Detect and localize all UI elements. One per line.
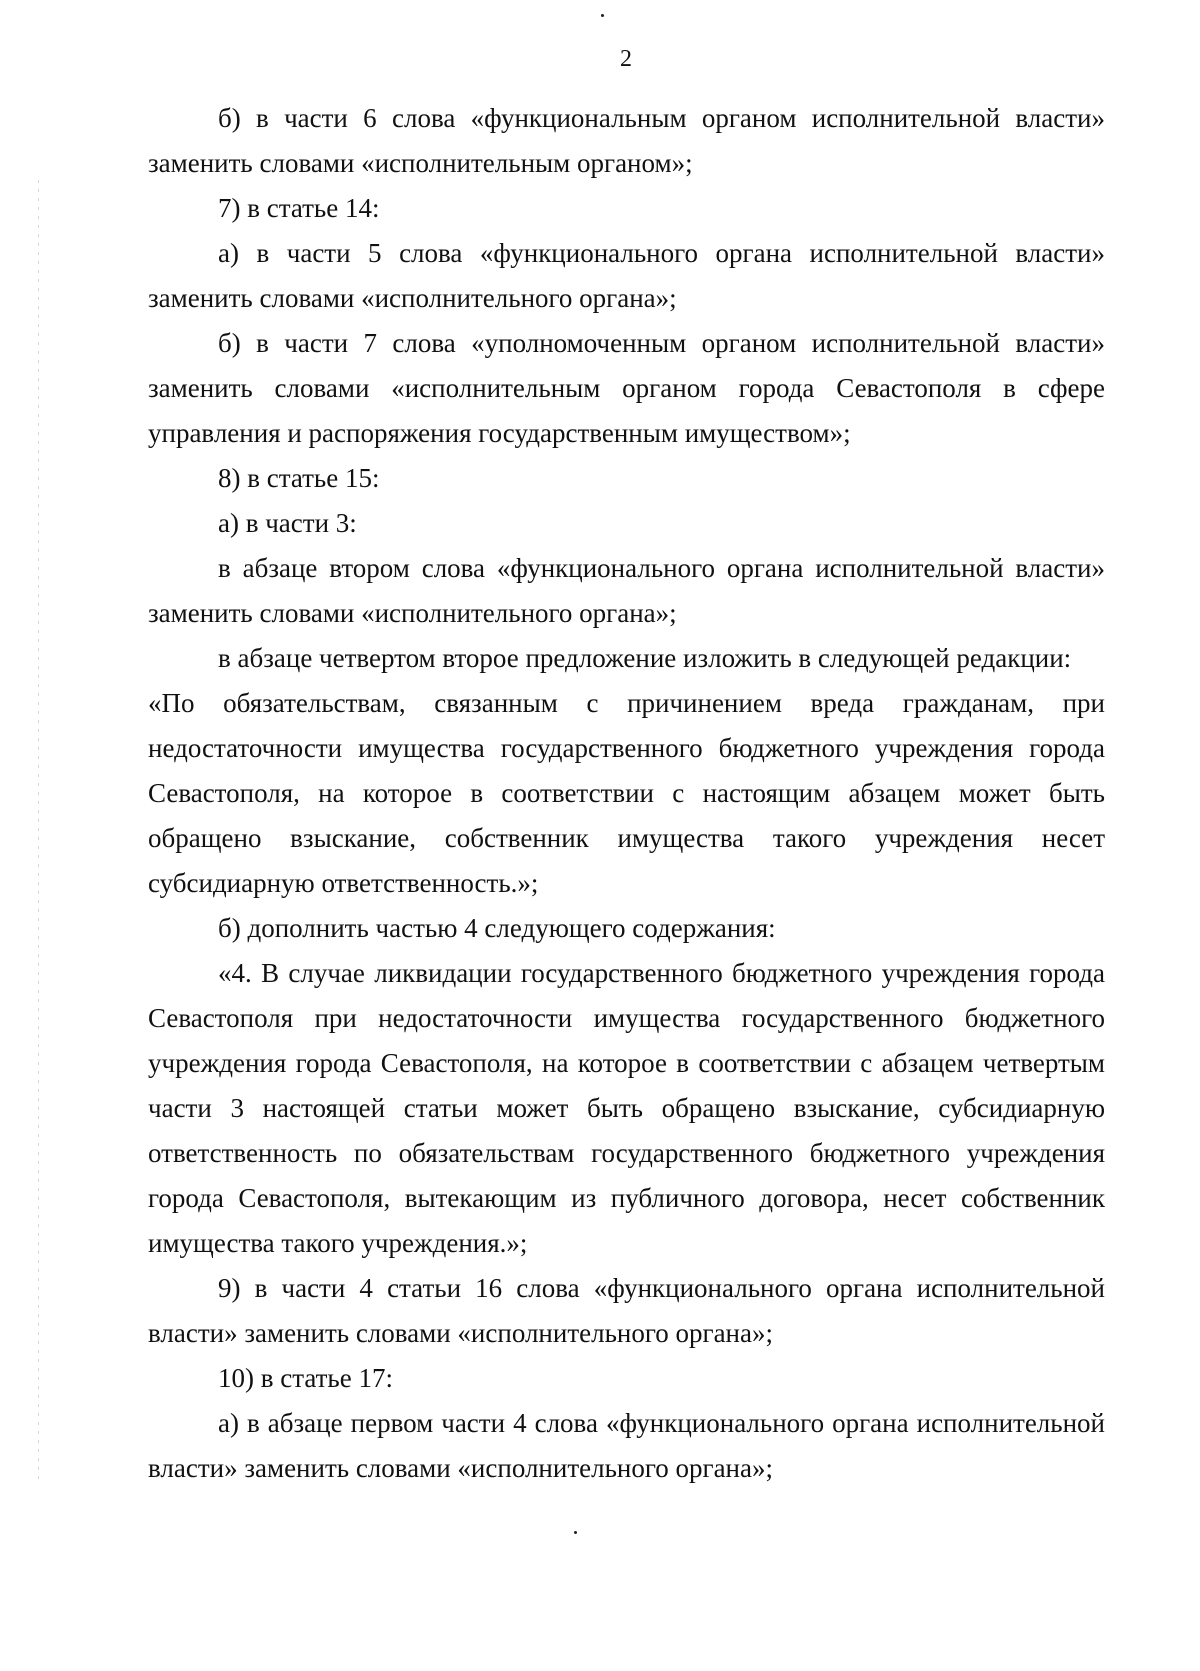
document-body [148,96,1105,1491]
paragraph: б) в части 7 слова «уполномоченным органом исполнительной власти» заменить словами «исполнительным органом города Севастополя в сфере управления и распоряжения государственным имуществом»; [148,328,1105,448]
paragraph: в абзаце втором слова «функционального органа исполнительной власти» заменить словами «исполнительного органа»; [148,553,1105,628]
scan-speck [601,14,604,17]
paragraph: 10) в статье 17: [218,1363,393,1393]
scan-edge-artifact [38,180,39,1480]
paragraph: б) дополнить частью 4 следующего содержания: [218,913,776,943]
paragraph: б) в части 6 слова «функциональным органом исполнительной власти» заменить словами «исполнительным органом»; [148,103,1105,178]
scan-speck [574,1531,577,1534]
paragraph: а) в части 5 слова «функционального органа исполнительной власти» заменить словами «исполнительного органа»; [148,238,1105,313]
page-number: 2 [620,46,632,72]
paragraph: в абзаце четвертом второе предложение изложить в следующей редакции: [218,643,1072,673]
paragraph: а) в части 3: [218,508,357,538]
quoted-paragraph: «4. В случае ликвидации государственного бюджетного учреждения города Севастополя при недостаточности имущества государственного бюджетного учреждения города Севастополя, на которое в соответствии с абзацем четвертым части 3 настоящей статьи может быть обращено взыскание, субсидиарную ответственность по обязательствам государственного бюджетного учреждения города Севастополя, вытекающим из публичного договора, несет собственник имущества такого учреждения.»; [148,958,1105,1258]
paragraph: а) в абзаце первом части 4 слова «функционального органа исполнительной власти» заменить словами «исполнительного органа»; [148,1408,1105,1483]
quoted-paragraph: «По обязательствам, связанным с причинением вреда гражданам, при недостаточности имущества государственного бюджетного учреждения города Севастополя, на которое в соответствии с настоящим абзацем может быть обращено взыскание, собственник имущества такого учреждения несет субсидиарную ответственность.»; [148,688,1105,898]
paragraph: 9) в части 4 статьи 16 слова «функционального органа исполнительной власти» заменить словами «исполнительного органа»; [148,1273,1105,1348]
paragraph: 7) в статье 14: [218,193,380,223]
paragraph: 8) в статье 15: [218,463,380,493]
